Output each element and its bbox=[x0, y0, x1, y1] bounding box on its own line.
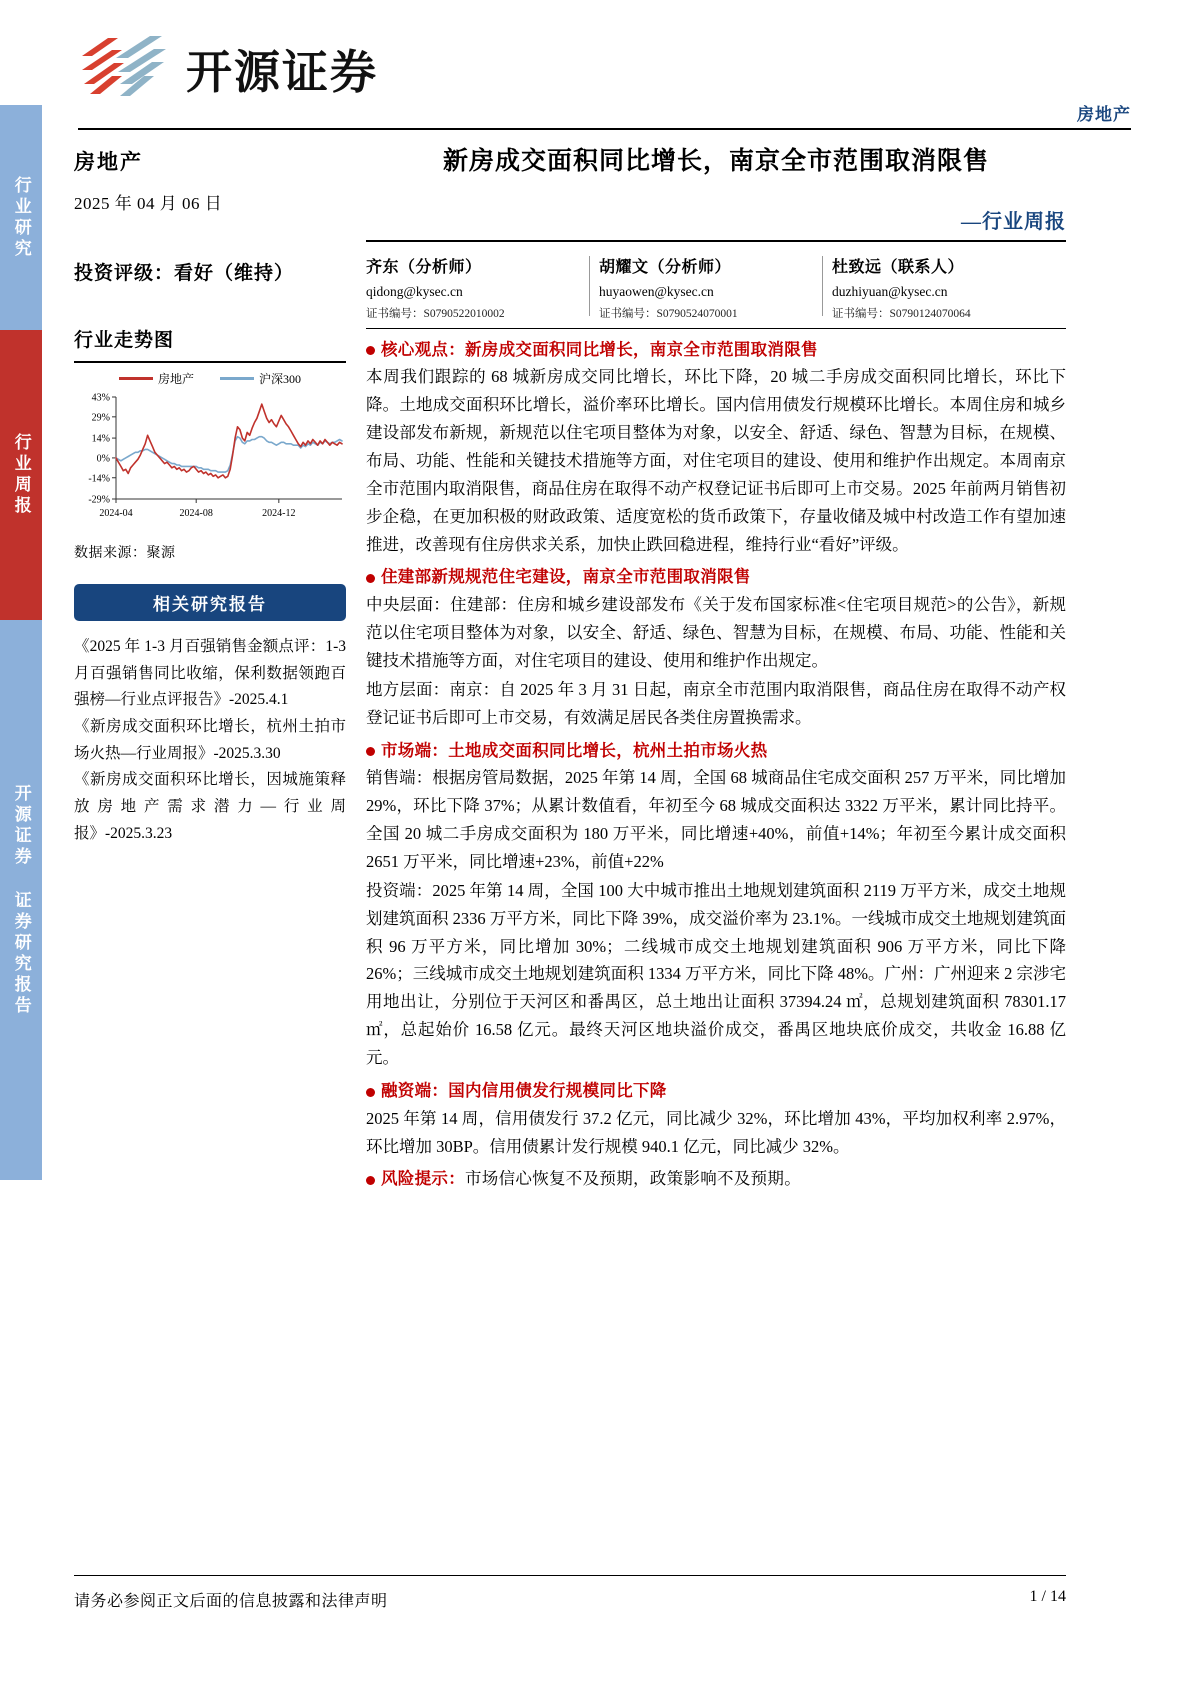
report-date: 2025 年 04 月 06 日 bbox=[74, 194, 223, 213]
legend-swatch bbox=[119, 377, 153, 380]
bullet-icon bbox=[366, 1088, 375, 1097]
svg-text:0%: 0% bbox=[96, 453, 110, 465]
analyst-name: 杜致远（联系人） bbox=[832, 258, 965, 276]
analyst-card bbox=[366, 254, 599, 321]
legend-swatch bbox=[220, 377, 254, 380]
svg-text:2024-08: 2024-08 bbox=[179, 508, 213, 519]
related-report-item[interactable]: 《2025 年 1-3 月百强销售金额点评：1-3 月百强销售同比收缩，保利数据领跑百强榜—行业点评报告》-2025.4.1 bbox=[74, 638, 346, 709]
analyst-name: 齐东（分析师） bbox=[366, 258, 482, 276]
sidebar-block-industry-research bbox=[0, 105, 42, 330]
header-sector-tag: 房地产 bbox=[1077, 105, 1131, 124]
section-heading-text: 风险提示： bbox=[381, 1169, 465, 1189]
legend-label: 沪深300 bbox=[259, 371, 302, 386]
svg-text:-29%: -29% bbox=[88, 494, 110, 506]
trend-chart-divider bbox=[74, 361, 346, 363]
analyst-card bbox=[832, 254, 1065, 321]
svg-text:2024-04: 2024-04 bbox=[99, 508, 133, 519]
title-divider bbox=[366, 240, 1066, 242]
section-paragraph: 销售端：根据房管局数据，2025 年第 14 周，全国 68 城商品住宅成交面积 257 万平米，同比增加 29%，环比下降 37%；从累计数值看，年初至今 68 城成交面积达 3322 万平米，累计同比持平。全国 20 城二手房成交面积为 180 万平米，同比增速+40%，前值+14%；年初至今累计成交面积 2651 万平米，同比增速+23%，前值+22% bbox=[366, 768, 1066, 871]
header-divider bbox=[78, 128, 1131, 130]
sidebar-block-label: 行业研究 bbox=[11, 175, 31, 260]
related-report-item[interactable]: 《新房成交面积环比增长，因城施策释放房地产需求潜力—行业周报》-2025.3.23 bbox=[74, 771, 346, 842]
section-heading-financing bbox=[366, 1079, 1066, 1104]
bullet-icon bbox=[366, 747, 375, 756]
section-paragraph: 2025 年第 14 周，信用债发行 37.2 亿元，同比减少 32%，环比增加 43%，平均加权利率 2.97%，环比增加 30BP。信用债累计发行规模 940.1 亿元，同比减少 32%。 bbox=[366, 1108, 1066, 1156]
report-body bbox=[366, 338, 1066, 1193]
analyst-email[interactable]: duzhiyuan@kysec.cn bbox=[832, 283, 948, 299]
chart-canvas bbox=[74, 389, 346, 529]
legend-label: 房地产 bbox=[157, 371, 194, 386]
sidebar-strip bbox=[0, 0, 42, 1684]
bullet-icon bbox=[366, 1176, 375, 1185]
section-paragraph: 中央层面：住建部：住房和城乡建设部发布《关于发布国家标准<住宅项目规范>的公告》，新规范以住宅项目整体为对象，以安全、舒适、绿色、智慧为目标，在规模、布局、功能、性能和关键技术措施等方面，对住宅项目的建设、使用和维护作出规定。 bbox=[366, 595, 1066, 670]
section-paragraph: 地方层面：南京：自 2025 年 3 月 31 日起，南京全市范围内取消限售，商品住房在取得不动产权登记证书后即可上市交易，有效满足居民各类住房置换需求。 bbox=[366, 679, 1066, 727]
section-heading-text: 核心观点：新房成交面积同比增长，南京全市范围取消限售 bbox=[381, 339, 818, 359]
svg-text:2024-12: 2024-12 bbox=[262, 508, 296, 519]
kysec-logo-icon bbox=[78, 32, 172, 102]
analyst-certificate: 证书编号：S0790124070064 bbox=[832, 307, 971, 320]
section-heading-text: 市场端：土地成交面积同比增长，杭州土拍市场火热 bbox=[381, 740, 768, 760]
section-heading-text: 住建部新规规范住宅建设，南京全市范围取消限售 bbox=[381, 567, 751, 587]
related-reports-header: 相关研究报告 bbox=[74, 584, 346, 621]
sidebar-block-industry-weekly bbox=[0, 330, 42, 620]
left-sidebar-column bbox=[74, 146, 346, 847]
analysts-divider bbox=[366, 328, 1066, 329]
sidebar-block-label: 行业周报 bbox=[11, 433, 31, 517]
section-heading-text: 融资端：国内信用债发行规模同比下降 bbox=[381, 1080, 667, 1100]
related-report-item[interactable]: 《新房成交面积环比增长，杭州土拍市场火热—行业周报》-2025.3.30 bbox=[74, 717, 346, 762]
legend-item-real-estate bbox=[119, 370, 194, 387]
footer-disclaimer: 请务必参阅正文后面的信息披露和法律声明 bbox=[74, 1593, 388, 1610]
bullet-icon bbox=[366, 346, 375, 355]
svg-text:-14%: -14% bbox=[88, 473, 110, 485]
chart-data-source: 数据来源：聚源 bbox=[74, 546, 176, 561]
section-paragraph: 投资端：2025 年第 14 周，全国 100 大中城市推出土地规划建筑面积 2119 万平方米，成交土地规划建筑面积 2336 万平方米，同比下降 39%，成交溢价率为 23.1%。一线城市成交土地规划建筑面积 96 万平方米，同比增加 30%；二线城市成交土地规划建筑面积 906 万平方米，同比下降 26%；三线城市成交土地规划建筑面积 1334 万平方米，同比下降 48%。广州：广州迎来 2 宗涉宅用地出让，分别位于天河区和番禺区，总土地出让面积 37394.24 ㎡，总规划建筑面积 78301.17 ㎡，总起始价 16.58 亿元。最终天河区地块溢价成交，番禺区地块底价成交，共收金 16.88 亿元。 bbox=[366, 880, 1066, 1067]
sidebar-block-label: 开源证券 证券研究报告 bbox=[11, 783, 31, 1017]
analyst-email[interactable]: qidong@kysec.cn bbox=[366, 283, 463, 299]
analyst-card bbox=[599, 254, 832, 321]
footer-divider bbox=[74, 1575, 1066, 1576]
bullet-icon bbox=[366, 574, 375, 583]
report-subtitle: —行业周报 bbox=[961, 210, 1066, 233]
analyst-list bbox=[366, 254, 1066, 321]
footer-page-number: 1 / 14 bbox=[1029, 1588, 1066, 1605]
analyst-certificate: 证书编号：S0790524070001 bbox=[599, 307, 738, 320]
industry-trend-chart bbox=[74, 367, 346, 532]
section-paragraph: 本周我们跟踪的 68 城新房成交同比增长，环比下降，20 城二手房成交面积同比增长，环比下降。土地成交面积环比增长，溢价率环比增长。国内信用债发行规模环比增长。本周住房和城乡建设部发布新规，新规范以住宅项目整体为对象，以安全、舒适、绿色、智慧为目标，在规模、布局、功能、性能和关键技术措施等方面，对住宅项目的建设、使用和维护作出规定。本周南京全市范围内取消限售，商品住房在取得不动产权登记证书后即可上市交易。2025 年前两月销售初步企稳，在更加积极的财政政策、适度宽松的货币政策下，存量收储及城中村改造工作有望加速推进，改善现有住房供求关系，加快止跌回稳进程，维持行业“看好”评级。 bbox=[366, 367, 1067, 554]
section-heading-risk bbox=[366, 1167, 1066, 1192]
brand-logo bbox=[78, 28, 478, 108]
section-heading-market bbox=[366, 739, 1066, 764]
left-sector-title: 房地产 bbox=[74, 150, 143, 174]
risk-text: 市场信心恢复不及预期，政策影响不及预期。 bbox=[465, 1169, 801, 1189]
sidebar-block-brand bbox=[0, 620, 42, 1180]
analyst-email[interactable]: huyaowen@kysec.cn bbox=[599, 283, 714, 299]
legend-item-csi300 bbox=[220, 370, 301, 387]
related-reports-list bbox=[74, 634, 346, 847]
trend-chart-title: 行业走势图 bbox=[74, 330, 175, 351]
section-heading-policy bbox=[366, 565, 1066, 590]
analyst-name: 胡耀文（分析师） bbox=[599, 258, 732, 276]
svg-text:29%: 29% bbox=[91, 412, 110, 424]
report-title: 新房成交面积同比增长，南京全市范围取消限售 bbox=[442, 148, 989, 175]
analyst-certificate: 证书编号：S0790522010002 bbox=[366, 307, 505, 320]
svg-text:14%: 14% bbox=[91, 433, 110, 445]
investment-rating: 投资评级：看好（维持） bbox=[74, 263, 295, 284]
section-heading-core-view bbox=[366, 338, 1066, 363]
svg-text:43%: 43% bbox=[91, 392, 110, 404]
main-content-column bbox=[366, 146, 1066, 1193]
brand-logo-text: 开源证券 bbox=[186, 46, 378, 98]
chart-legend bbox=[74, 367, 346, 389]
